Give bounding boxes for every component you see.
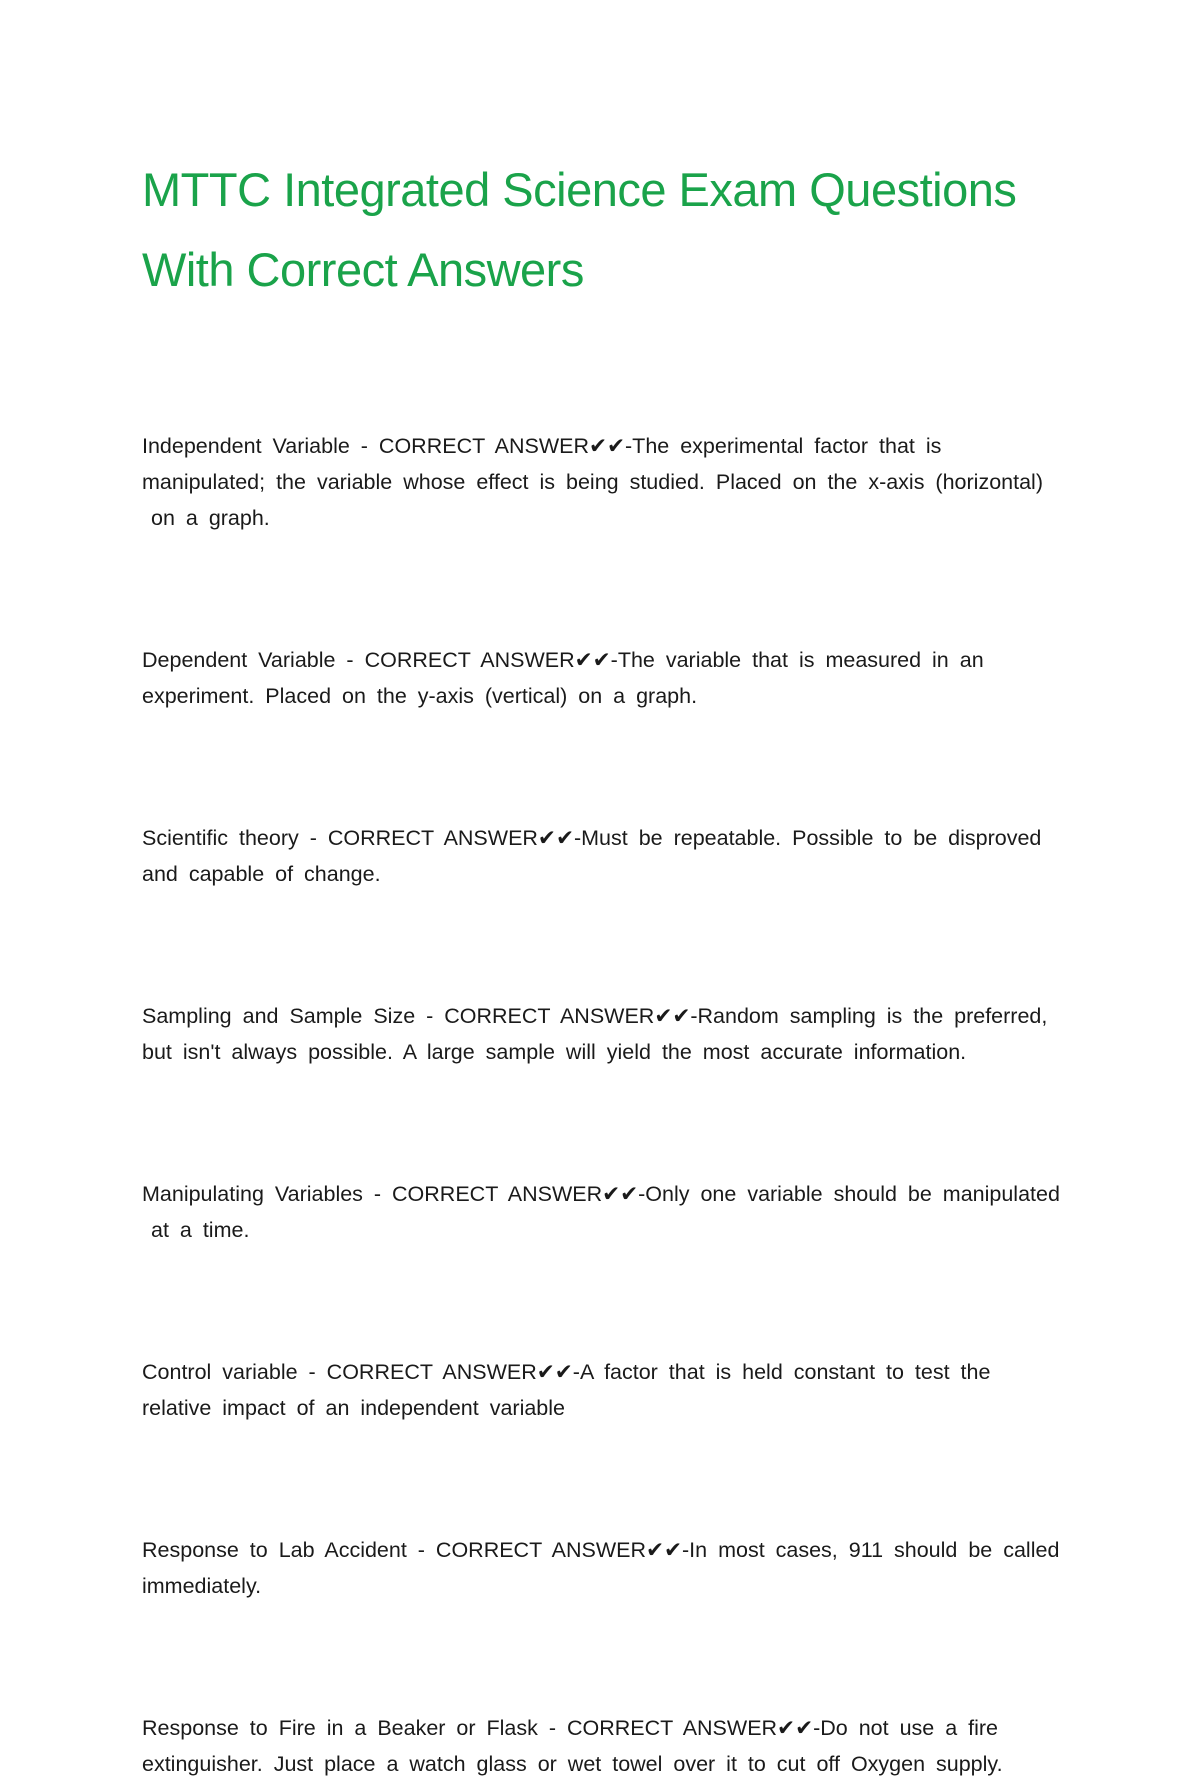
entry-line: Control variable - CORRECT ANSWER✔✔-A factor that is held constant to test the [142, 1360, 991, 1384]
qa-entry-fire-response [142, 1710, 1072, 1782]
entry-line: Scientific theory - CORRECT ANSWER✔✔-Must be repeatable. Possible to be disproved [142, 826, 1042, 850]
entry-line: extinguisher. Just place a watch glass or wet towel over it to cut off Oxygen supply. [142, 1752, 1003, 1776]
entry-line: Response to Fire in a Beaker or Flask - CORRECT ANSWER✔✔-Do not use a fire [142, 1716, 998, 1740]
entry-line: Manipulating Variables - CORRECT ANSWER✔✔-Only one variable should be manipulated [142, 1182, 1060, 1206]
entry-line: Independent Variable - CORRECT ANSWER✔✔-The experimental factor that is [142, 434, 942, 458]
entry-line: at a time. [151, 1218, 250, 1242]
entry-line: and capable of change. [142, 862, 381, 886]
entry-line: Response to Lab Accident - CORRECT ANSWER✔✔-In most cases, 911 should be called [142, 1538, 1060, 1562]
title-line-1: MTTC Integrated Science Exam Questions [142, 163, 1017, 216]
entry-line: immediately. [142, 1574, 262, 1598]
document-title [142, 150, 1070, 310]
entry-line: experiment. Placed on the y-axis (vertical) on a graph. [142, 684, 698, 708]
qa-entry-manipulating-variables [142, 1176, 1072, 1248]
entry-line: Dependent Variable - CORRECT ANSWER✔✔-The variable that is measured in an [142, 648, 984, 672]
entry-line: relative impact of an independent variable [142, 1396, 566, 1420]
title-line-2: With Correct Answers [142, 243, 584, 296]
qa-entry-scientific-theory [142, 820, 1072, 892]
qa-entry-sampling [142, 998, 1072, 1070]
entry-line: manipulated; the variable whose effect is being studied. Placed on the x-axis (horizontal) [142, 470, 1043, 494]
qa-entry-lab-accident [142, 1532, 1072, 1604]
qa-entry-independent-variable [142, 428, 1072, 536]
qa-entries [142, 428, 1070, 1782]
entry-line: on a graph. [151, 506, 270, 530]
entry-line: Sampling and Sample Size - CORRECT ANSWER✔✔-Random sampling is the preferred, [142, 1004, 1048, 1028]
qa-entry-dependent-variable [142, 642, 1072, 714]
entry-line: but isn't always possible. A large sample will yield the most accurate information. [142, 1040, 967, 1064]
qa-entry-control-variable [142, 1354, 1072, 1426]
